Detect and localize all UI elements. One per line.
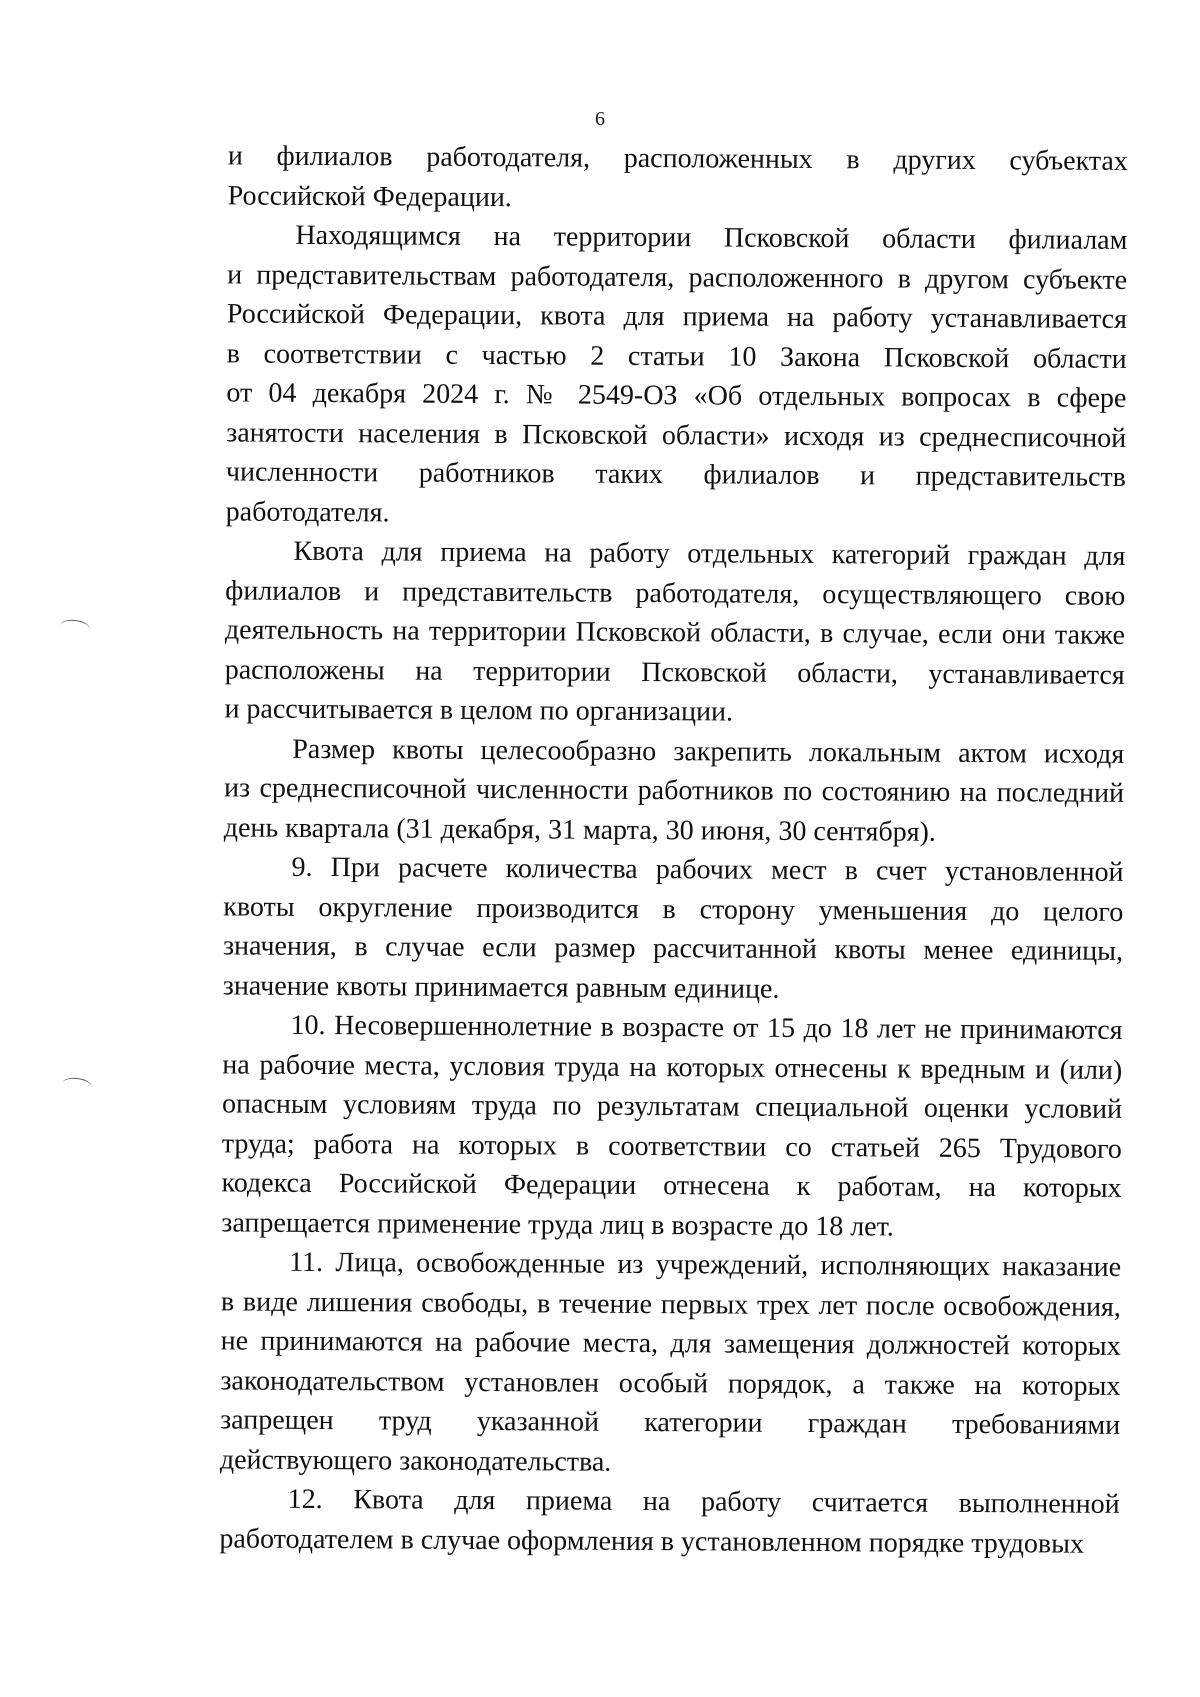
- paragraph-p2: [156, 531, 1125, 734]
- text-line: 11. Лица, освобожденные из учреждений, исполняющих наказание: [289, 1246, 1122, 1283]
- text-line: труда; работа на которых в соответствии со статьей 265 Трудового: [221, 1127, 1122, 1165]
- text-line: численности работников таких филиалов и представительств: [225, 456, 1127, 493]
- text-line: кодекса Российской Федерации отнесена к работам, на которых: [221, 1167, 1122, 1204]
- text-line: занятости населения в Псковской области» исходя из среднесписочной: [226, 416, 1127, 454]
- text-line: на рабочие места, условия труда на которых отнесены к вредным и (или): [222, 1048, 1123, 1086]
- text-line: день квартала (31 декабря, 31 марта, 30 июня, 30 сентября).: [223, 811, 936, 848]
- text-line: и рассчитывается в целом по организации.: [224, 693, 734, 728]
- paragraph-p0: [160, 136, 1128, 221]
- scan-margin-mark: [61, 1076, 93, 1095]
- text-line: Размер квоты целесообразно закрепить локальным актом исходя: [292, 733, 1125, 770]
- text-line: запрещен труд указанной категории граждан требованиями: [220, 1404, 1121, 1441]
- text-line: работодателя.: [225, 495, 390, 528]
- text-line: Квота для приема на работу отдельных категорий граждан для: [293, 535, 1126, 572]
- text-line: Российской Федерации, квота для приема на работу устанавливается: [226, 298, 1127, 335]
- text-line: работодателем в случае оформления в установленном порядке трудовых: [219, 1522, 1085, 1560]
- text-line: Находящимся на территории Псковской области филиалам: [295, 219, 1128, 256]
- text-line: запрещается применение труда лиц в возрасте до 18 лет.: [221, 1206, 894, 1243]
- text-line: в виде лишения свободы, в течение первых трех лет после освобождения,: [220, 1285, 1121, 1323]
- page-number: 6: [595, 108, 605, 130]
- text-line: Российской Федерации.: [227, 179, 512, 213]
- text-line: опасным условиям труда по результатам специальной оценки условий: [221, 1088, 1123, 1125]
- text-line: расположены на территории Псковской области, устанавливается: [224, 653, 1125, 691]
- text-line: 9. При расчете количества рабочих мест в счет установленной: [291, 851, 1124, 888]
- paragraph-p4: [155, 847, 1124, 1011]
- text-line: в соответствии с частью 2 статьи 10 Закона Псковской области: [226, 337, 1127, 375]
- paragraph-p1: [158, 215, 1128, 537]
- paragraph-p3: [156, 728, 1125, 852]
- text-line: квоты округление производится в сторону уменьшения до целого: [223, 890, 1124, 928]
- text-line: законодательством установлен особый порядок, а также на которых: [220, 1364, 1121, 1402]
- text-line: филиалов и представительств работодателя, осуществляющего свою: [225, 574, 1126, 612]
- text-line: деятельность на территории Псковской области, в случае, если они также: [224, 614, 1126, 651]
- paragraph-p6: [152, 1242, 1121, 1485]
- text-line: от 04 декабря 2024 г. № 2549-ОЗ «Об отдельных вопросах в сфере: [226, 377, 1127, 414]
- scan-margin-mark: [59, 618, 91, 637]
- text-line: и филиалов работодателя, расположенных в других субъектах: [227, 140, 1128, 177]
- paragraph-p5: [153, 1005, 1122, 1248]
- text-line: и представительствам работодателя, расположенного в другом субъекте: [227, 258, 1128, 296]
- text-line: значение квоты принимается равным единице.: [222, 969, 780, 1005]
- paragraph-p7: [151, 1479, 1119, 1564]
- text-line: 10. Несовершеннолетние в возрасте от 15 до 18 лет не принимаются: [290, 1009, 1123, 1046]
- text-line: не принимаются на рабочие места, для замещения должностей которых: [220, 1325, 1121, 1362]
- text-line: значения, в случае если размер рассчитанной квоты менее единицы,: [222, 930, 1124, 967]
- text-line: 12. Квота для приема на работу считается выполненной: [287, 1483, 1120, 1520]
- text-line: из среднесписочной численности работников по состоянию на последний: [223, 772, 1125, 809]
- document-body: [151, 136, 1128, 1564]
- text-line: действующего законодательства.: [219, 1443, 612, 1478]
